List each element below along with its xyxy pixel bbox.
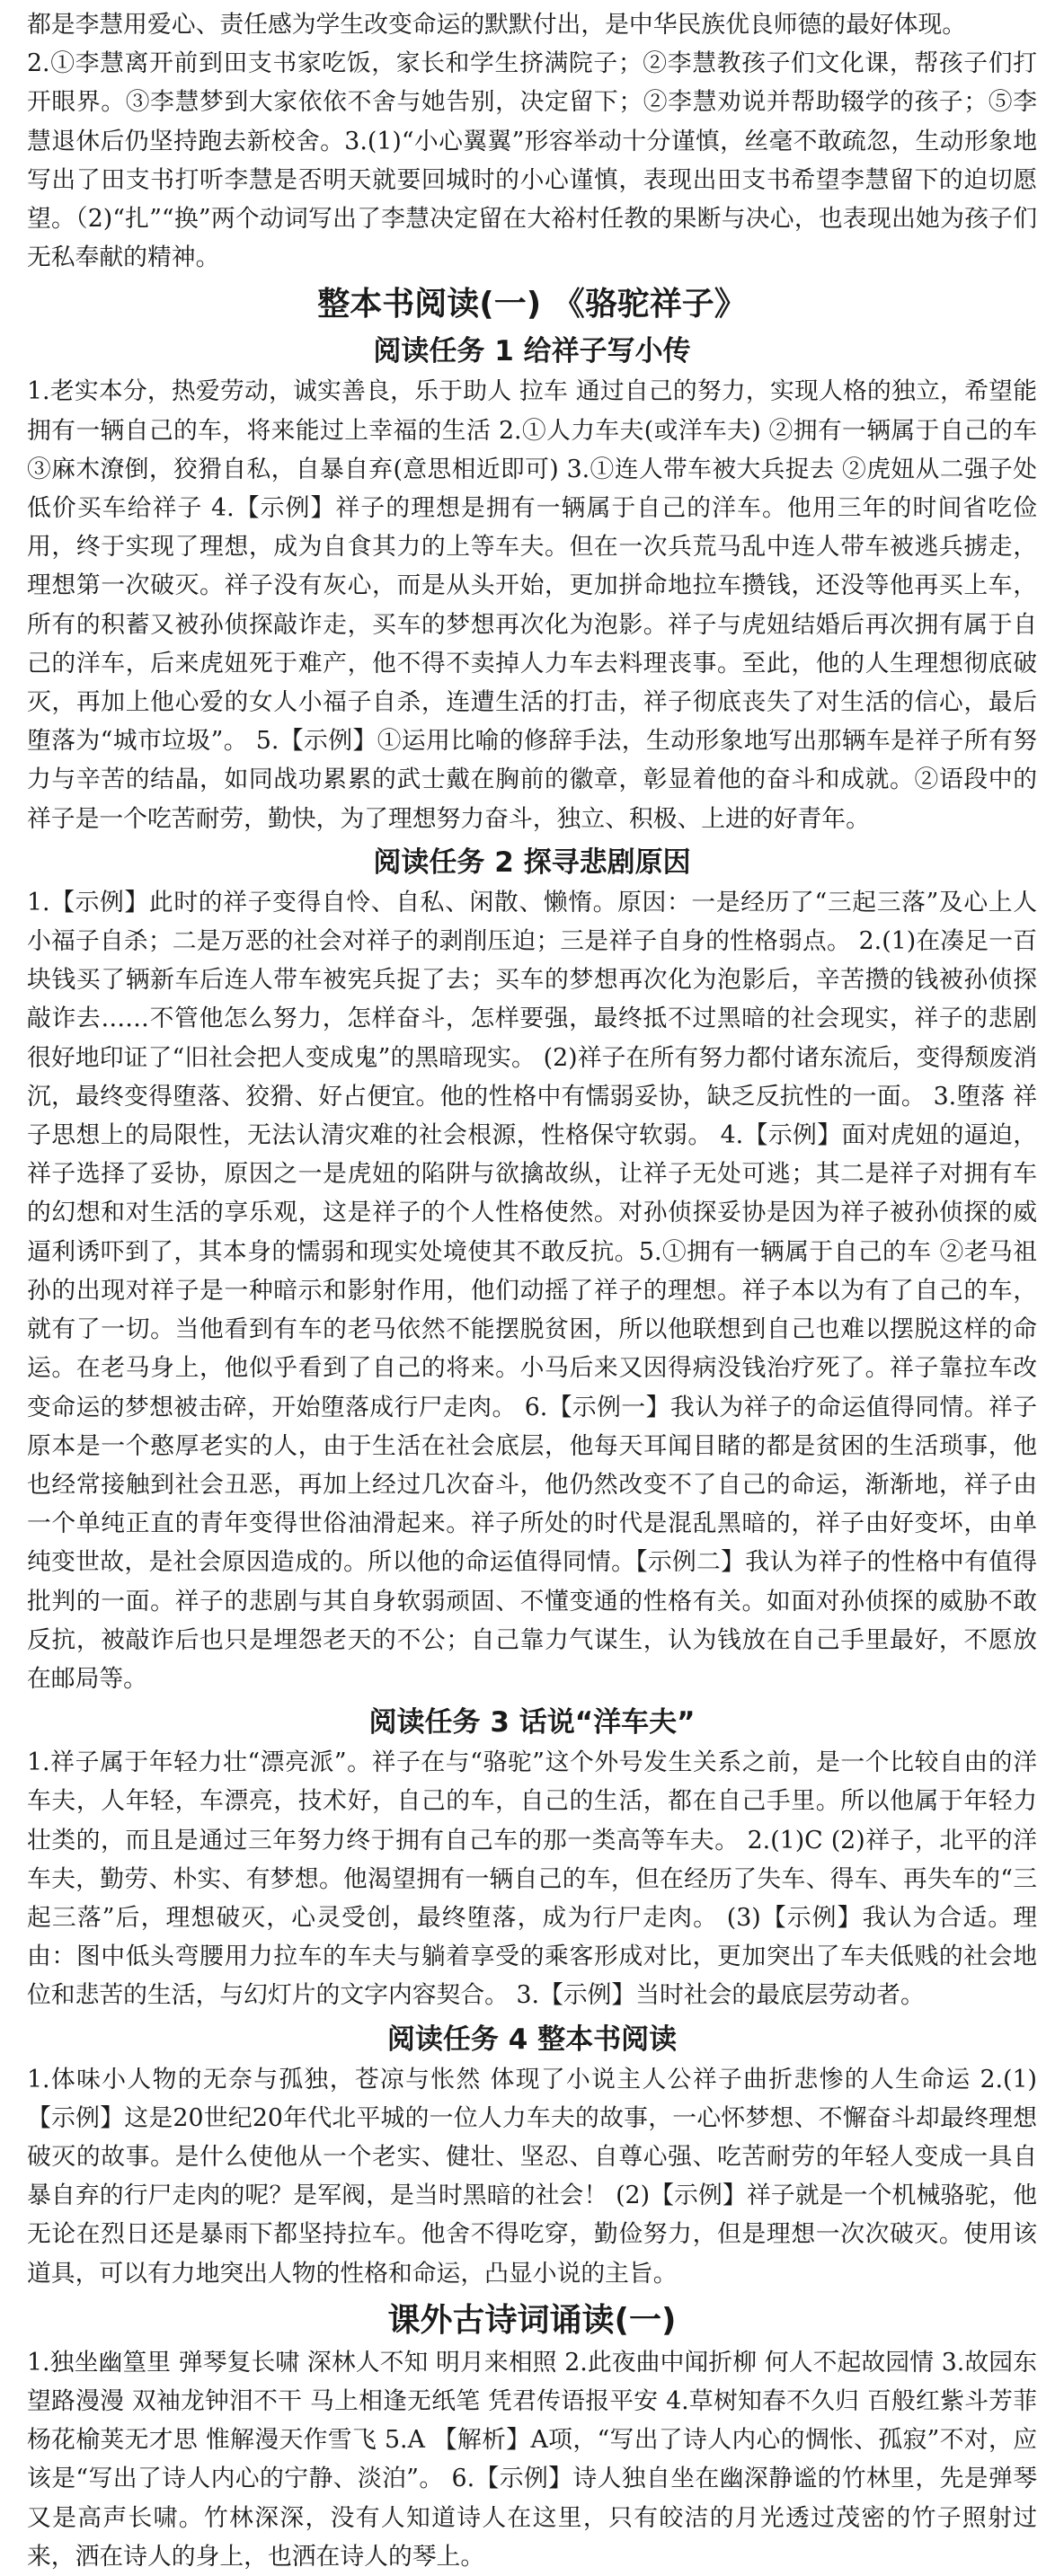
poetry-answers: 1.独坐幽篁里 弹琴复长啸 深林人不知 明月来相照 2.此夜曲中闻折柳 何人不起故园情 3.故园东望路漫漫 双袖龙钟泪不干 马上相逢无纸笔 凭君传语报平安 4.草树知春不久归 百般红紫斗芳菲 杨花榆荚无才思 惟解漫天作雪飞 5.A 【解析】A项，“写出了诗人内心的惆怅、孤寂”不对，应该是“写出了诗人内心的宁静、淡泊”。 6.【示例】诗人独自坐在幽深静谧的竹林里，先是弹琴又是高声长啸。竹林深深，没有人知道诗人在这里，只有皎洁的月光透过茂密的竹子照射过来，洒在诗人的身上，也洒在诗人的琴上。	[27, 2348, 1037, 2571]
task-3-answers: 1.祥子属于年轻力壮“漂亮派”。祥子在与“骆驼”这个外号发生关系之前，是一个比较自由的洋车夫，人年轻，车漂亮，技术好，自己的车，自己的生活，都在自己手里。所以他属于年轻力壮类的，而且是通过三年努力终于拥有自己车的那一类高等车夫。 2.(1)C (2)祥子，北平的洋车夫，勤劳、朴实、有梦想。他渴望拥有一辆自己的车，但在经历了失车、得车、再失车的“三起三落”后，理想破灭，心灵受创，最终堕落，成为行尸走肉。 (3)【示例】我认为合适。理由：图中低头弯腰用力拉车的车夫与躺着享受的乘客形成对比，更加突出了车夫低贱的社会地位和悲苦的生活，与幻灯片的文字内容契合。 3.【示例】当时社会的最底层劳动者。	[27, 1748, 1037, 2010]
task-title-4: 阅读任务 4 整本书阅读	[386, 2023, 678, 2056]
task-title-2: 阅读任务 2 探寻悲剧原因	[373, 845, 691, 879]
task-title-1: 阅读任务 1 给祥子写小传	[373, 335, 691, 368]
task-2-answers: 1.【示例】此时的祥子变得自怜、自私、闲散、懒惰。原因：一是经历了“三起三落”及心上人小福子自杀；二是万恶的社会对祥子的剥削压迫；三是祥子自身的性格弱点。 2.(1)在凑足一百块钱买了辆新车后连人带车被宪兵捉了去；买车的梦想再次化为泡影后，辛苦攒的钱被孙侦探敲诈去……不管他怎么努力，怎样奋斗，怎样要强，最终抵不过黑暗的社会现实，祥子的悲剧很好地印证了“旧社会把人变成鬼”的黑暗现实。 (2)祥子在所有努力都付诸东流后，变得颓废消沉，最终变得堕落、狡猾、好占便宜。他的性格中有懦弱妥协，缺乏反抗性的一面。 3.堕落 祥子思想上的局限性，无法认清灾难的社会根源，性格保守软弱。 4.【示例】面对虎妞的逼迫，祥子选择了妥协，原因之一是虎妞的陷阱与欲擒故纵，让祥子无处可逃；其二是祥子对拥有车的幻想和对生活的享乐观，这是祥子的个人性格使然。对孙侦探妥协是因为祥子被孙侦探的威逼利诱吓到了，其本身的懦弱和现实处境使其不敢反抗。5.①拥有一辆属于自己的车 ②老马祖孙的出现对祥子是一种暗示和影射作用，他们动摇了祥子的理想。祥子本以为有了自己的车，就有了一切。当他看到有车的老马依然不能摆脱贫困，所以他联想到自己也难以摆脱这样的命运。在老马身上，他似乎看到了自己的将来。小马后来又因得病没钱治疗死了。祥子靠拉车改变命运的梦想被击碎，开始堕落成行尸走肉。 6.【示例一】我认为祥子的命运值得同情。祥子原本是一个憨厚老实的人，由于生活在社会底层，他每天耳闻目睹的都是贫困的生活琐事，他也经常接触到社会丑恶，再加上经过几次奋斗，他仍然改变不了自己的命运，渐渐地，祥子由一个单纯正直的青年变得世俗油滑起来。祥子所处的时代是混乱黑暗的，祥子由好变坏，由单纯变世故，是社会原因造成的。所以他的命运值得同情。【示例二】我认为祥子的性格中有值得批判的一面。祥子的悲剧与其自身软弱顽固、不懂变通的性格有关。如面对孙侦探的威胁不敢反抗，被敲诈后也只是埋怨老天的不公；自己靠力气谋生，认为钱放在自己手里最好，不愿放在邮局等。	[27, 888, 1037, 1693]
task-4-answers: 1.体味小人物的无奈与孤独，苍凉与怅然 体现了小说主人公祥子曲折悲惨的人生命运 2.(1)【示例】这是20世纪20年代北平城的一位人力车夫的故事，一心怀梦想、不懈奋斗却最终理想破灭的故事。是什么使他从一个老实、健壮、坚忍、自尊心强、吃苦耐劳的年轻人变成一具自暴自弃的行尸走肉的呢？是军阀，是当时黑暗的社会！ (2)【示例】祥子就是一个机械骆驼，他无论在烈日还是暴雨下都坚持拉车。他舍不得吃穿，勤俭努力，但是理想一次次破灭。使用该道具，可以有力地突出人物的性格和命运，凸显小说的主旨。	[27, 2065, 1037, 2288]
task-title-3: 阅读任务 3 话说“洋车夫”	[368, 1706, 696, 1739]
section-title-camel-xiangzi: 整本书阅读(一) 《骆驼祥子》	[317, 286, 747, 323]
section-title-classical-poetry: 课外古诗词诵读(一)	[387, 2301, 677, 2339]
intro-paragraph-continued: 都是李慧用爱心、责任感为学生改变命运的默默付出，是中华民族优良师德的最好体现。	[27, 11, 967, 39]
intro-answers-paragraph: 2.①李慧离开前到田支书家吃饭，家长和学生挤满院子；②李慧教孩子们文化课，帮孩子们打开眼界。③李慧梦到大家依依不舍与她告别，决定留下；②李慧劝说并帮助辍学的孩子；⑤李慧退休后仍坚持跑去新校舍。3.(1)“小心翼翼”形容举动十分谨慎，丝毫不敢疏忽，生动形象地写出了田支书打听李慧是否明天就要回城时的小心谨慎，表现出田支书希望李慧留下的迫切愿望。（2)“扎”“换”两个动词写出了李慧决定留在大裕村任教的果断与决心，也表现出她为孩子们无私奉献的精神。	[27, 49, 1037, 272]
task-1-answers: 1.老实本分，热爱劳动，诚实善良，乐于助人 拉车 通过自己的努力，实现人格的独立，希望能拥有一辆自己的车，将来能过上幸福的生活 2.①人力车夫(或洋车夫) ②拥有一辆属于自己的车 ③麻木潦倒，狡猾自私，自暴自弃(意思相近即可) 3.①连人带车被大兵捉去 ②虎妞从二强子处低价买车给祥子 4.【示例】祥子的理想是拥有一辆属于自己的洋车。他用三年的时间省吃俭用，终于实现了理想，成为自食其力的上等车夫。但在一次兵荒马乱中连人带车被逃兵掳走，理想第一次破灭。祥子没有灰心，而是从头开始，更加拼命地拉车攒钱，还没等他再买上车，所有的积蓄又被孙侦探敲诈走，买车的梦想再次化为泡影。祥子与虎妞结婚后再次拥有属于自己的洋车，后来虎妞死于难产，他不得不卖掉人力车去料理丧事。至此，他的人生理想彻底破灭，再加上他心爱的女人小福子自杀，连遭生活的打击，祥子彻底丧失了对生活的信心，最后堕落为“城市垃圾”。 5.【示例】①运用比喻的修辞手法，生动形象地写出那辆车是祥子所有努力与辛苦的结晶，如同战功累累的武士戴在胸前的徽章，彰显着他的奋斗和成就。②语段中的祥子是一个吃苦耐劳，勤快，为了理想努力奋斗，独立、积极、上进的好青年。	[27, 377, 1037, 833]
